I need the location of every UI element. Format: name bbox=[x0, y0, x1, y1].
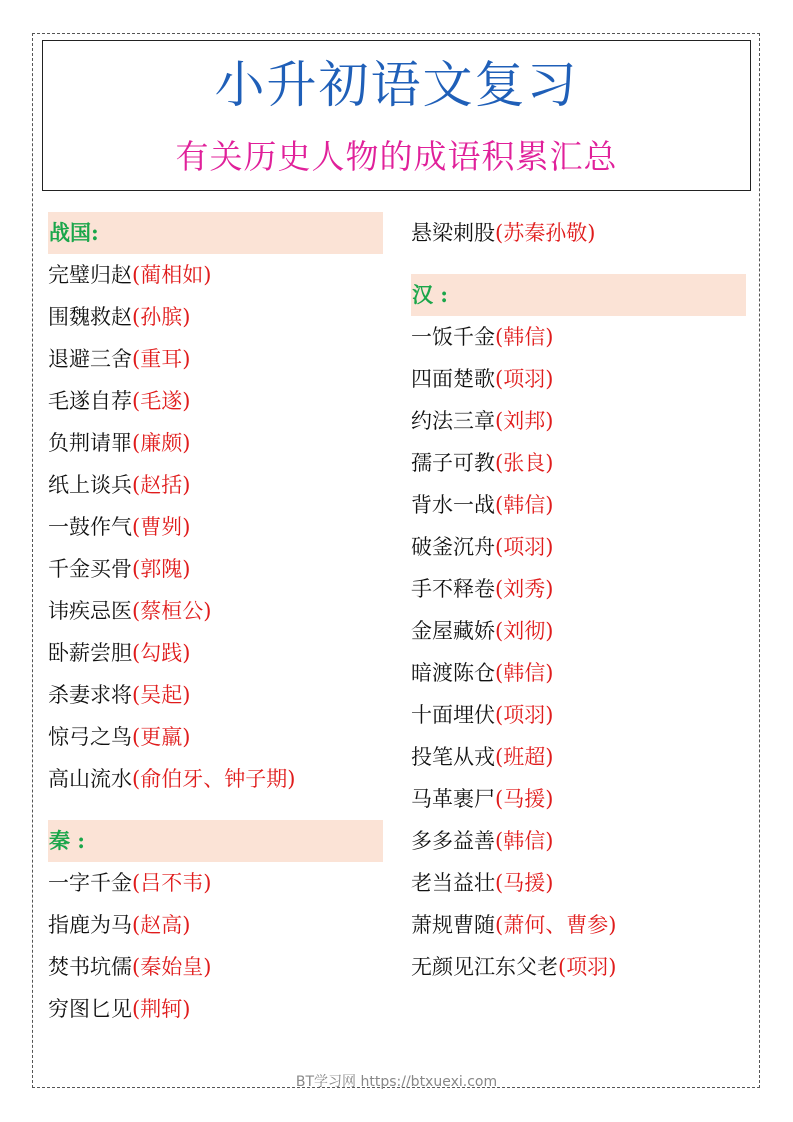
idiom-row bbox=[411, 400, 746, 442]
idiom-text: 毛遂自荐 bbox=[48, 389, 132, 413]
idiom-text: 多多益善 bbox=[411, 829, 495, 853]
idiom-row bbox=[48, 758, 383, 800]
historical-figure: (韩信) bbox=[495, 661, 554, 685]
historical-figure: (秦始皇) bbox=[132, 955, 212, 979]
idiom-text: 四面楚歌 bbox=[411, 367, 495, 391]
historical-figure: (赵括) bbox=[132, 473, 191, 497]
footer-watermark: BT学习网 https://btxuexi.com bbox=[295, 1074, 498, 1090]
idiom-row bbox=[48, 422, 383, 464]
idiom-text: 孺子可教 bbox=[411, 451, 495, 475]
historical-figure: (刘邦) bbox=[495, 409, 554, 433]
historical-figure: (赵高) bbox=[132, 913, 191, 937]
idiom-row bbox=[48, 632, 383, 674]
idiom-row bbox=[48, 506, 383, 548]
historical-figure: (韩信) bbox=[495, 325, 554, 349]
historical-figure: (蔡桓公) bbox=[132, 599, 212, 623]
historical-figure: (马援) bbox=[495, 787, 554, 811]
idiom-text: 杀妻求将 bbox=[48, 683, 132, 707]
idiom-text: 无颜见江东父老 bbox=[411, 955, 558, 979]
idiom-text: 悬梁刺股 bbox=[411, 221, 495, 245]
idiom-row bbox=[48, 254, 383, 296]
historical-figure: (重耳) bbox=[132, 347, 191, 371]
idiom-text: 卧薪尝胆 bbox=[48, 641, 132, 665]
section-spacer bbox=[48, 800, 383, 820]
section-heading: 秦 : bbox=[48, 820, 383, 862]
idiom-row bbox=[411, 778, 746, 820]
idiom-text: 惊弓之鸟 bbox=[48, 725, 132, 749]
historical-figure: (项羽) bbox=[495, 367, 554, 391]
idiom-text: 暗渡陈仓 bbox=[411, 661, 495, 685]
historical-figure: (更羸) bbox=[132, 725, 191, 749]
idiom-row bbox=[48, 464, 383, 506]
historical-figure: (郭隗) bbox=[132, 557, 191, 581]
idiom-text: 萧规曹随 bbox=[411, 913, 495, 937]
historical-figure: (张良) bbox=[495, 451, 554, 475]
idiom-text: 十面埋伏 bbox=[411, 703, 495, 727]
idiom-text: 一饭千金 bbox=[411, 325, 495, 349]
left-column bbox=[48, 212, 383, 1030]
idiom-row bbox=[411, 442, 746, 484]
idiom-text: 焚书坑儒 bbox=[48, 955, 132, 979]
idiom-row bbox=[411, 610, 746, 652]
historical-figure: (刘秀) bbox=[495, 577, 554, 601]
idiom-row bbox=[48, 674, 383, 716]
idiom-text: 破釜沉舟 bbox=[411, 535, 495, 559]
historical-figure: (曹刿) bbox=[132, 515, 191, 539]
idiom-row bbox=[411, 358, 746, 400]
section-spacer bbox=[411, 254, 746, 274]
historical-figure: (蔺相如) bbox=[132, 263, 212, 287]
historical-figure: (项羽) bbox=[495, 535, 554, 559]
historical-figure: (刘彻) bbox=[495, 619, 554, 643]
idiom-text: 背水一战 bbox=[411, 493, 495, 517]
idiom-text: 马革裹尸 bbox=[411, 787, 495, 811]
idiom-row bbox=[411, 212, 746, 254]
historical-figure: (萧何、曹参) bbox=[495, 913, 617, 937]
historical-figure: (孙膑) bbox=[132, 305, 191, 329]
historical-figure: (荆轲) bbox=[132, 997, 191, 1021]
idiom-text: 老当益壮 bbox=[411, 871, 495, 895]
idiom-text: 一鼓作气 bbox=[48, 515, 132, 539]
idiom-text: 投笔从戎 bbox=[411, 745, 495, 769]
section-heading: 战国: bbox=[48, 212, 383, 254]
historical-figure: (项羽) bbox=[558, 955, 617, 979]
idiom-text: 穷图匕见 bbox=[48, 997, 132, 1021]
historical-figure: (马援) bbox=[495, 871, 554, 895]
idiom-row bbox=[411, 862, 746, 904]
idiom-row bbox=[411, 694, 746, 736]
idiom-text: 围魏救赵 bbox=[48, 305, 132, 329]
right-column bbox=[411, 212, 746, 988]
idiom-row bbox=[48, 590, 383, 632]
idiom-row bbox=[411, 652, 746, 694]
idiom-text: 纸上谈兵 bbox=[48, 473, 132, 497]
idiom-row bbox=[48, 380, 383, 422]
page-title: 小升初语文复习 bbox=[214, 56, 579, 114]
historical-figure: (吴起) bbox=[132, 683, 191, 707]
idiom-row bbox=[48, 716, 383, 758]
idiom-text: 高山流水 bbox=[48, 767, 132, 791]
page-subtitle: 有关历史人物的成语积累汇总 bbox=[175, 137, 618, 176]
idiom-text: 负荆请罪 bbox=[48, 431, 132, 455]
idiom-row bbox=[48, 862, 383, 904]
historical-figure: (廉颇) bbox=[132, 431, 191, 455]
historical-figure: (吕不韦) bbox=[132, 871, 212, 895]
historical-figure: (毛遂) bbox=[132, 389, 191, 413]
idiom-text: 讳疾忌医 bbox=[48, 599, 132, 623]
idiom-text: 手不释卷 bbox=[411, 577, 495, 601]
idiom-row bbox=[411, 820, 746, 862]
section-heading: 汉 : bbox=[411, 274, 746, 316]
idiom-row bbox=[411, 568, 746, 610]
idiom-text: 退避三舍 bbox=[48, 347, 132, 371]
idiom-text: 金屋藏娇 bbox=[411, 619, 495, 643]
historical-figure: (韩信) bbox=[495, 493, 554, 517]
idiom-row bbox=[411, 946, 746, 988]
idiom-row bbox=[48, 338, 383, 380]
historical-figure: (班超) bbox=[495, 745, 554, 769]
idiom-row bbox=[48, 296, 383, 338]
idiom-row bbox=[48, 946, 383, 988]
idiom-text: 指鹿为马 bbox=[48, 913, 132, 937]
historical-figure: (苏秦孙敬) bbox=[495, 221, 596, 245]
idiom-row bbox=[411, 526, 746, 568]
idiom-row bbox=[48, 904, 383, 946]
idiom-text: 一字千金 bbox=[48, 871, 132, 895]
historical-figure: (勾践) bbox=[132, 641, 191, 665]
idiom-text: 约法三章 bbox=[411, 409, 495, 433]
idiom-text: 千金买骨 bbox=[48, 557, 132, 581]
idiom-row bbox=[411, 484, 746, 526]
historical-figure: (项羽) bbox=[495, 703, 554, 727]
historical-figure: (韩信) bbox=[495, 829, 554, 853]
title-box bbox=[42, 40, 751, 191]
idiom-row bbox=[411, 904, 746, 946]
historical-figure: (俞伯牙、钟子期) bbox=[132, 767, 296, 791]
idiom-row bbox=[411, 316, 746, 358]
idiom-row bbox=[48, 548, 383, 590]
idiom-row bbox=[48, 988, 383, 1030]
idiom-row bbox=[411, 736, 746, 778]
idiom-text: 完璧归赵 bbox=[48, 263, 132, 287]
